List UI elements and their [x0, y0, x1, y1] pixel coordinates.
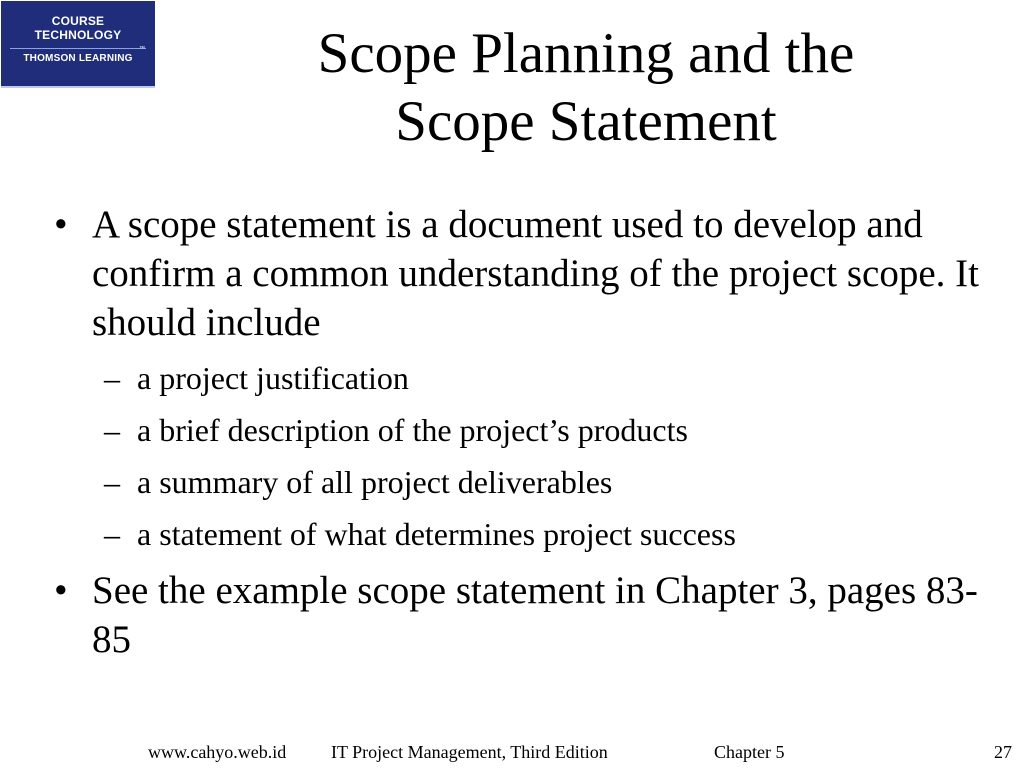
slide-body: [52, 200, 992, 664]
sub-bullet-item: [52, 352, 992, 404]
sub-bullet-text: a brief description of the project’s products: [137, 412, 688, 448]
logo-line-thomson-learning: THOMSON LEARNING: [23, 53, 133, 64]
bullet-item-scope-statement: [52, 200, 992, 347]
bullet-text: A scope statement is a document used to develop and confirm a common understanding of the project scope. It should include: [92, 203, 979, 344]
bullet-item-example-reference: [52, 566, 992, 664]
bullet-marker: •: [54, 203, 68, 246]
sub-bullet-text: a project justification: [137, 360, 409, 396]
sub-bullet-text: a statement of what determines project success: [137, 516, 736, 552]
slide-title: [200, 20, 972, 156]
footer-book-title: IT Project Management, Third Edition: [331, 742, 608, 762]
logo-line-course: COURSE: [51, 14, 105, 28]
sub-bullet-item: [52, 456, 992, 508]
logo-line-technology: TECHNOLOGY: [34, 28, 122, 42]
slide-title-line-2: Scope Statement: [395, 90, 777, 153]
logo-trademark-mark: ™: [139, 46, 145, 52]
sub-bullet-list: [52, 352, 992, 560]
sub-bullet-item: [52, 404, 992, 456]
logo-divider: [10, 48, 146, 49]
bullet-text: See the example scope statement in Chapter 3, pages 83-85: [92, 569, 978, 661]
dash-marker: –: [104, 360, 120, 396]
footer-page-number: 27: [994, 742, 1012, 762]
dash-marker: –: [104, 516, 120, 552]
bullet-marker: •: [54, 569, 68, 612]
footer-url: www.cahyo.web.id: [148, 742, 287, 762]
dash-marker: –: [104, 464, 120, 500]
footer-chapter: Chapter 5: [714, 742, 785, 762]
slide-footer: [0, 741, 1024, 765]
course-technology-logo: [1, 1, 155, 88]
slide-title-line-1: Scope Planning and the: [317, 22, 855, 85]
sub-bullet-text: a summary of all project deliverables: [137, 464, 613, 500]
dash-marker: –: [104, 412, 120, 448]
sub-bullet-item: [52, 508, 992, 560]
